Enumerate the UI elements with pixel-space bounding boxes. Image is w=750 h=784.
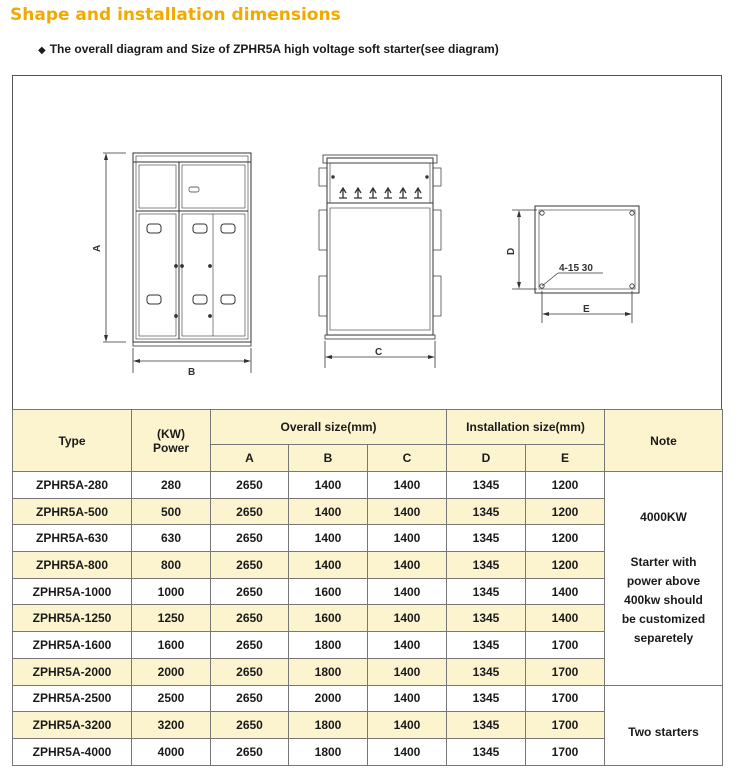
diagram-panel	[12, 75, 722, 410]
cell-type: ZPHR5A-1250	[13, 605, 132, 632]
cell-power: 800	[132, 552, 211, 579]
header-type: Type	[13, 410, 132, 472]
cell-a: 2650	[211, 525, 289, 552]
header-power-label: Power	[152, 440, 189, 455]
cell-b: 1800	[289, 658, 368, 685]
cell-type: ZPHR5A-280	[13, 472, 132, 499]
cell-c: 1400	[368, 712, 447, 739]
subtitle-text: The overall diagram and Size of ZPHR5A high voltage soft starter(see diagram)	[49, 42, 499, 56]
header-e: E	[526, 445, 605, 472]
cell-type: ZPHR5A-1600	[13, 632, 132, 659]
cell-a: 2650	[211, 578, 289, 605]
note-line: be customized	[621, 612, 706, 627]
cell-type: ZPHR5A-2000	[13, 658, 132, 685]
subtitle	[38, 42, 499, 56]
dim-label-c: C	[375, 347, 383, 358]
cell-power: 2000	[132, 658, 211, 685]
cell-a: 2650	[211, 738, 289, 765]
cell-e: 1700	[526, 738, 605, 765]
cell-c: 1400	[368, 685, 447, 712]
header-a: A	[211, 445, 289, 472]
spec-table	[12, 409, 723, 766]
cell-d: 1345	[447, 552, 526, 579]
dim-label-b: B	[188, 367, 196, 378]
cell-e: 1700	[526, 685, 605, 712]
cell-c: 1400	[368, 605, 447, 632]
note-group-1	[605, 472, 723, 686]
cell-d: 1345	[447, 578, 526, 605]
cabinet-drawing	[13, 76, 723, 411]
installation-view	[506, 206, 639, 323]
header-c: C	[368, 445, 447, 472]
hole-spec-label: 4-15 30	[559, 263, 593, 274]
cell-d: 1345	[447, 738, 526, 765]
cell-e: 1400	[526, 605, 605, 632]
cell-b: 1400	[289, 472, 368, 499]
cell-d: 1345	[447, 712, 526, 739]
cell-d: 1345	[447, 525, 526, 552]
cell-a: 2650	[211, 552, 289, 579]
dim-label-a: A	[92, 244, 103, 252]
header-installation: Installation size(mm)	[447, 410, 605, 445]
cell-b: 1400	[289, 525, 368, 552]
cell-power: 500	[132, 498, 211, 525]
cell-b: 1800	[289, 712, 368, 739]
header-power-unit: (KW)	[157, 426, 185, 441]
note-line: Two starters	[628, 724, 699, 739]
cell-e: 1400	[526, 578, 605, 605]
cell-d: 1345	[447, 498, 526, 525]
header-power	[132, 410, 211, 472]
cell-power: 280	[132, 472, 211, 499]
table-row	[13, 685, 723, 712]
cell-e: 1200	[526, 525, 605, 552]
dim-label-e: E	[583, 304, 590, 315]
cell-b: 1600	[289, 605, 368, 632]
cell-b: 1400	[289, 498, 368, 525]
cell-e: 1700	[526, 712, 605, 739]
cell-a: 2650	[211, 658, 289, 685]
cell-b: 1600	[289, 578, 368, 605]
cell-c: 1400	[368, 525, 447, 552]
cell-e: 1700	[526, 658, 605, 685]
cell-d: 1345	[447, 685, 526, 712]
cell-c: 1400	[368, 472, 447, 499]
cell-d: 1345	[447, 632, 526, 659]
cell-d: 1345	[447, 658, 526, 685]
cell-a: 2650	[211, 632, 289, 659]
cell-type: ZPHR5A-500	[13, 498, 132, 525]
cell-type: ZPHR5A-2500	[13, 685, 132, 712]
cell-c: 1400	[368, 578, 447, 605]
cell-power: 630	[132, 525, 211, 552]
cell-e: 1700	[526, 632, 605, 659]
table-row	[13, 472, 723, 499]
section-title: Shape and installation dimensions	[10, 5, 341, 25]
front-view	[92, 153, 251, 378]
cell-type: ZPHR5A-800	[13, 552, 132, 579]
cell-power: 1600	[132, 632, 211, 659]
note-line: power above	[626, 574, 701, 589]
cell-b: 1800	[289, 632, 368, 659]
cell-c: 1400	[368, 552, 447, 579]
cell-b: 1400	[289, 552, 368, 579]
header-overall: Overall size(mm)	[211, 410, 447, 445]
cell-c: 1400	[368, 498, 447, 525]
cell-c: 1400	[368, 632, 447, 659]
cell-power: 2500	[132, 685, 211, 712]
header-note: Note	[605, 410, 723, 472]
note-line: 400kw should	[624, 593, 703, 608]
cell-a: 2650	[211, 498, 289, 525]
cell-d: 1345	[447, 605, 526, 632]
side-view	[319, 155, 441, 368]
cell-e: 1200	[526, 498, 605, 525]
cell-e: 1200	[526, 472, 605, 499]
cell-d: 1345	[447, 472, 526, 499]
cell-power: 4000	[132, 738, 211, 765]
cell-a: 2650	[211, 685, 289, 712]
note-line: 4000KW	[640, 510, 687, 525]
header-b: B	[289, 445, 368, 472]
cell-e: 1200	[526, 552, 605, 579]
cell-c: 1400	[368, 738, 447, 765]
dim-label-d: D	[506, 247, 517, 255]
note-group-2	[605, 685, 723, 765]
cell-power: 1000	[132, 578, 211, 605]
cell-a: 2650	[211, 712, 289, 739]
cell-type: ZPHR5A-630	[13, 525, 132, 552]
cell-b: 2000	[289, 685, 368, 712]
cell-type: ZPHR5A-1000	[13, 578, 132, 605]
note-line: Starter with	[630, 555, 697, 570]
diamond-bullet-icon: ◆	[38, 45, 46, 56]
cell-a: 2650	[211, 605, 289, 632]
cell-type: ZPHR5A-3200	[13, 712, 132, 739]
header-d: D	[447, 445, 526, 472]
cell-type: ZPHR5A-4000	[13, 738, 132, 765]
cell-b: 1800	[289, 738, 368, 765]
cell-power: 3200	[132, 712, 211, 739]
note-line: separetely	[633, 631, 694, 646]
cell-power: 1250	[132, 605, 211, 632]
cell-c: 1400	[368, 658, 447, 685]
cell-a: 2650	[211, 472, 289, 499]
